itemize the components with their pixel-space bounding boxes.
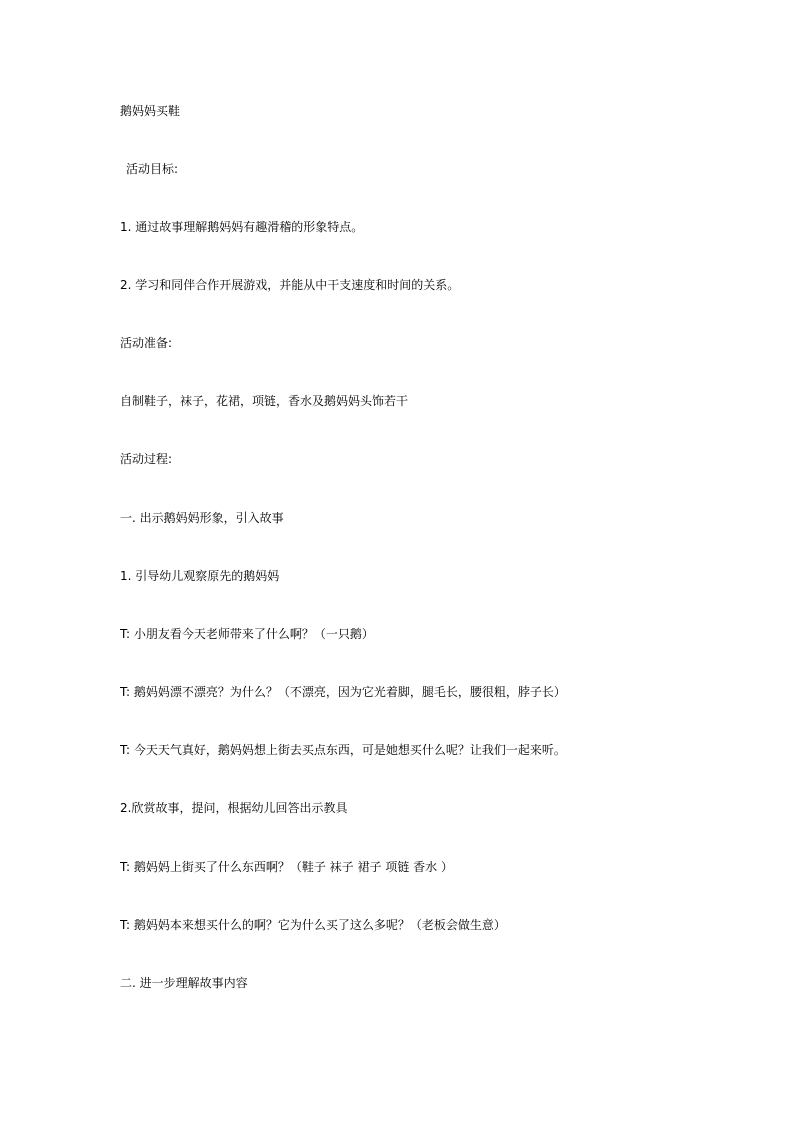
objective-item-1: 1. 通过故事理解鹅妈妈有趣滑稽的形象特点。 <box>120 220 364 234</box>
step-1-heading: 一. 出示鹅妈妈形象，引入故事 <box>120 511 284 525</box>
objective-item-2: 2. 学习和同伴合作开展游戏，并能从中干支速度和时间的关系。 <box>120 278 460 292</box>
objectives-heading: 活动目标: <box>126 162 179 176</box>
preparation-heading: 活动准备: <box>120 336 173 350</box>
dialog-line-4: T: 鹅妈妈上街买了什么东西啊？（鞋子 袜子 裙子 项链 香水 ） <box>120 860 453 874</box>
process-heading: 活动过程: <box>120 452 173 466</box>
dialog-line-1: T: 小朋友看今天老师带来了什么啊？（一只鹅） <box>120 627 374 641</box>
document-title: 鹅妈妈买鞋 <box>120 104 181 118</box>
preparation-text: 自制鞋子，袜子，花裙，项链，香水及鹅妈妈头饰若干 <box>120 394 409 408</box>
step-1-subitem-2: 2.欣赏故事，提问，根据幼儿回答出示教具 <box>120 801 348 815</box>
dialog-line-5: T: 鹅妈妈本来想买什么的啊？它为什么买了这么多呢？（老板会做生意） <box>120 918 506 932</box>
dialog-line-2: T: 鹅妈妈漂不漂亮？为什么？（不漂亮，因为它光着脚，腿毛长，腰很粗，脖子长） <box>120 685 566 699</box>
step-1-subitem-1: 1. 引导幼儿观察原先的鹅妈妈 <box>120 569 280 583</box>
dialog-line-3: T: 今天天气真好，鹅妈妈想上街去买点东西，可是她想买什么呢？让我们一起来听。 <box>120 743 566 757</box>
step-2-heading: 二. 进一步理解故事内容 <box>120 976 248 990</box>
